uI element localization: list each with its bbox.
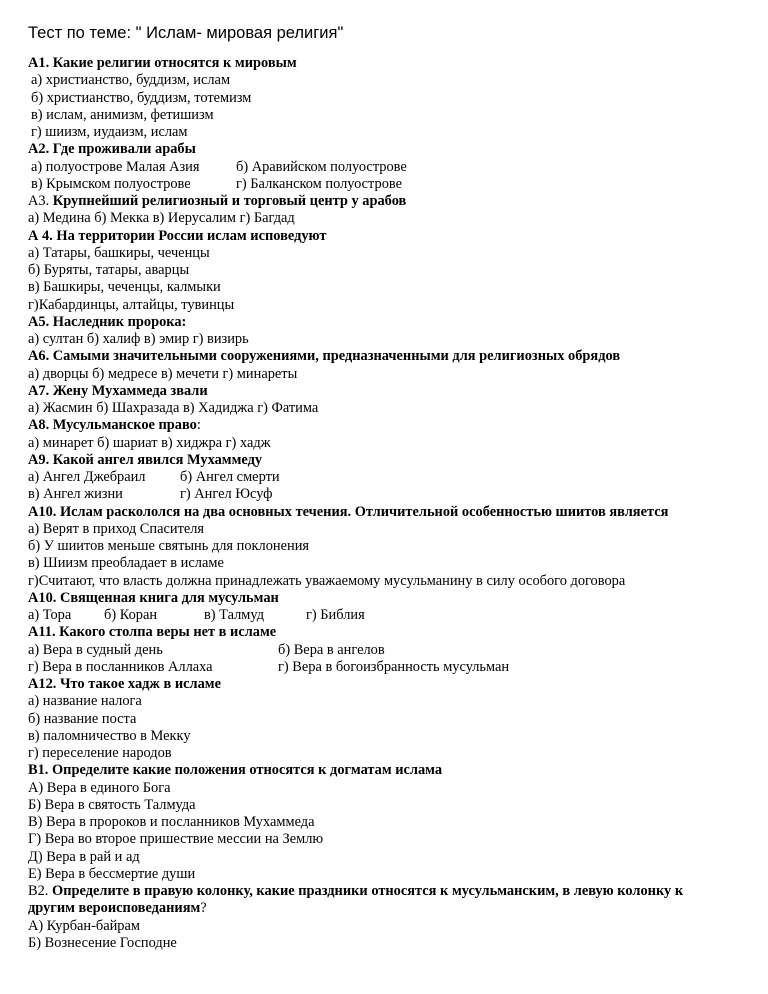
option: а) христианство, буддизм, ислам [31,72,231,89]
page-title: Тест по теме: " Ислам- мировая религия" [28,24,344,42]
option: А) Вера в единого Бога [28,779,171,796]
question-number: А3. [28,193,50,209]
option: б) христианство, буддизм, тотемизм [31,89,252,106]
question-a8 [28,417,748,434]
option: а) Татары, башкиры, чеченцы [28,244,210,261]
option: Г) Вера во второе пришествие мессии на Землю [28,831,324,848]
question-a12: А12. Что такое хадж в исламе [28,676,221,692]
question-a2: А2. Где проживали арабы [28,141,196,158]
option: Е) Вера в бессмертие души [28,865,196,882]
question-a7: А7. Жену Мухаммеда звали [28,382,208,399]
question-a10-book: А10. Священная книга для мусульман [28,589,279,606]
option: г) шиизм, иудаизм, ислам [31,124,188,140]
option: в) Шиизм преобладает в исламе [28,555,224,572]
question-mark: ? [200,900,207,917]
option: а) Тора [28,607,72,623]
option: г) Библия [306,607,365,623]
option: а) Ангел Джебраил [28,469,146,485]
option: а) название налога [28,693,142,710]
option: б) Коран [104,607,158,623]
option-row [28,607,748,624]
question-a4: А 4. На территории России ислам исповедуют [28,227,327,244]
question-a1: А1. Какие религии относятся к мировым [28,55,297,71]
option: б) У шиитов меньше святынь для поклонения [28,538,310,554]
option: в) Крымском полуострове [31,175,191,192]
option-row: а) минарет б) шариат в) хиджра г) хадж [28,434,271,451]
option: г) Балканском полуострове [236,175,403,192]
option: а) Верят в приход Спасителя [28,520,205,537]
question-a11: А11. Какого столпа веры нет в исламе [28,624,277,641]
option: г) переселение народов [28,745,172,761]
option: г) Ангел Юсуф [180,486,273,503]
option: Б) Вознесение Господне [28,934,177,951]
option: б) Аравийском полуострове [236,158,407,175]
question-colon: : [196,417,201,434]
option-row: а) дворцы б) медресе в) мечети г) минареты [28,365,298,382]
option-row: а) султан б) халиф в) эмир г) визирь [28,331,249,347]
option: б) Вера в ангелов [278,641,385,658]
option: г) Вера в посланников Аллаха [28,658,213,675]
option: б) Ангел смерти [180,469,280,485]
question-text: А8. Мусульманское право [28,417,197,434]
question-number: В2. [28,883,49,899]
option: а) полуострове Малая Азия [31,158,200,175]
question-text: Определите в правую колонку, какие праздники относятся к мусульманским, в левую колонку к другим вероисповеданиям [28,883,684,917]
option: б) название поста [28,710,137,727]
option-row [28,642,748,659]
option: А) Курбан-байрам [28,917,140,934]
question-b2 [28,883,728,918]
option-row [28,659,748,676]
option-row: а) Медина б) Мекка в) Иерусалим г) Багдад [28,210,295,227]
option: г)Кабардинцы, алтайцы, тувинцы [28,296,235,313]
question-a6: А6. Самыми значительными сооружениями, предназначенными для религиозных обрядов [28,348,621,365]
option: в) Ангел жизни [28,486,123,503]
question-a10: А10. Ислам раскололся на два основных течения. Отличительной особенностью шиитов является [28,503,669,520]
option-row [28,176,748,193]
questions-list [28,55,748,952]
question-a9: А9. Какой ангел явился Мухаммеду [28,451,263,468]
option: а) Вера в судный день [28,641,163,658]
option-row: а) Жасмин б) Шахразада в) Хадиджа г) Фатима [28,400,319,416]
option: в) ислам, анимизм, фетишизм [31,106,214,123]
option: в) паломничество в Мекку [28,727,191,744]
option-row [28,486,748,503]
option: г)Считают, что власть должна принадлежать уважаемому мусульманину в силу особого договора [28,572,626,589]
option: Б) Вера в святость Талмуда [28,796,196,813]
question-b1: В1. Определите какие положения относятся к догматам ислама [28,762,443,779]
option: В) Вера в пророков и посланников Мухаммеда [28,814,315,830]
option: г) Вера в богоизбранность мусульман [278,658,510,675]
question-text: Крупнейший религиозный и торговый центр у арабов [52,193,407,209]
question-a5: А5. Наследник пророка: [28,313,187,330]
option: в) Талмуд [204,607,265,623]
option: в) Башкиры, чеченцы, калмыки [28,279,221,296]
question-a3 [28,193,748,210]
option-row [28,159,748,176]
option-row [28,469,748,486]
option: Д) Вера в рай и ад [28,848,140,865]
option: б) Буряты, татары, аварцы [28,262,190,278]
